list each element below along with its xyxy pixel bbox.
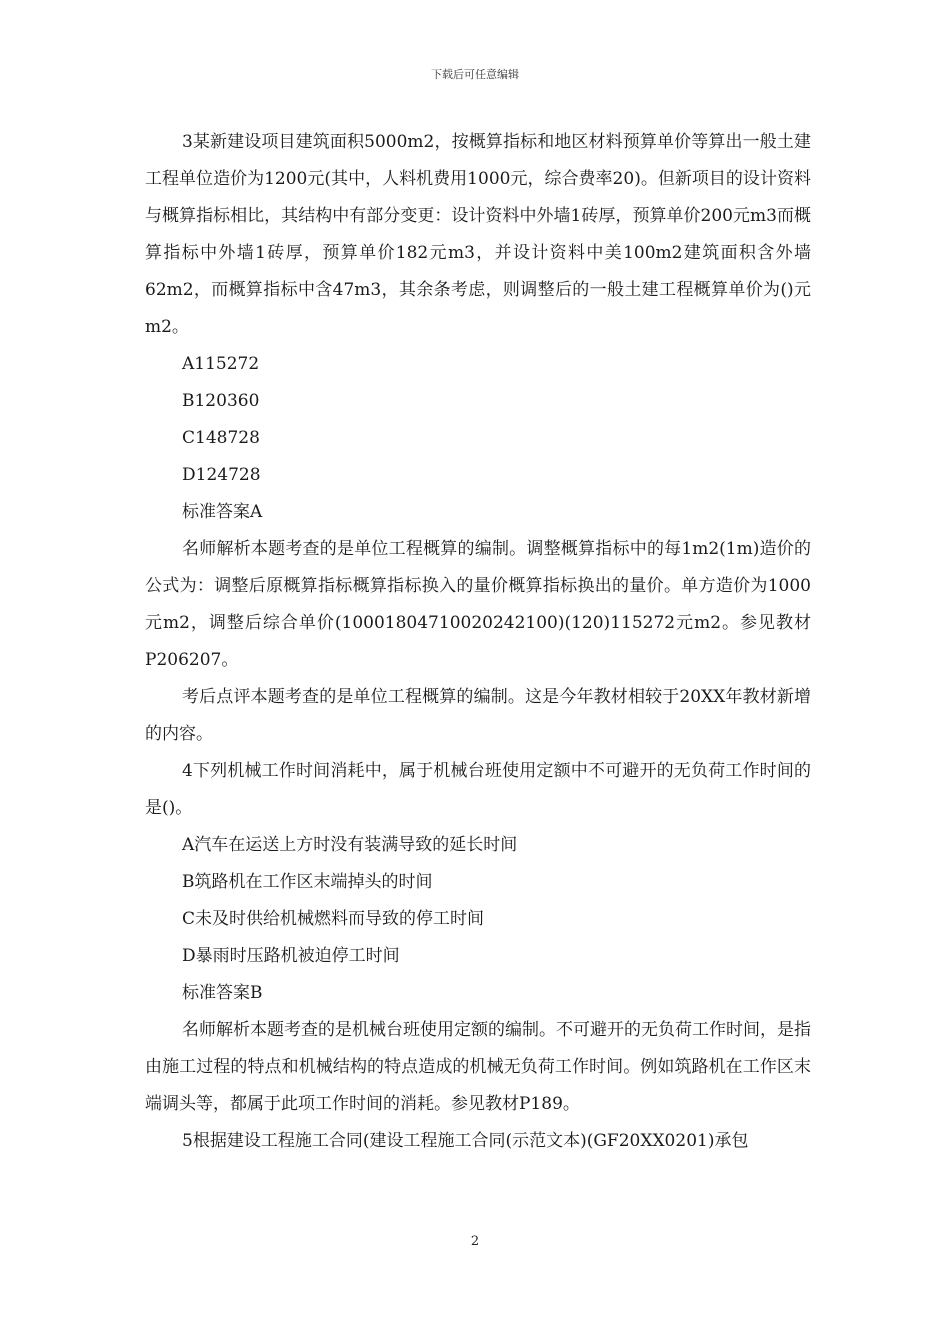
question-4-option-b: B筑路机在工作区末端掉头的时间 <box>182 872 433 892</box>
question-3-option-a: A115272 <box>182 354 260 374</box>
question-3-answer: 标准答案A <box>182 502 263 522</box>
question-4-analysis: 名师解析本题考查的是机械台班使用定额的编制。不可避开的无负荷工作时间，是指由施工过程的特点和机械结构的特点造成的机械无负荷工作时间。例如筑路机在工作区末端调头等，都属于此项工作时间的消耗。参见教材P189。 <box>145 1020 811 1114</box>
question-3-option-b: B120360 <box>182 391 260 411</box>
question-4-option-d: D暴雨时压路机被迫停工时间 <box>182 946 400 966</box>
question-3-option-c: C148728 <box>182 428 260 448</box>
question-5-stem: 5根据建设工程施工合同(建设工程施工合同(示范文本)(GF20XX0201)承包 <box>182 1131 749 1151</box>
question-4-stem: 4下列机械工作时间消耗中，属于机械台班使用定额中不可避开的无负荷工作时间的是()。 <box>145 761 811 818</box>
page-header: 下载后可任意编辑 <box>431 68 519 81</box>
question-3-stem: 3某新建设项目建筑面积5000m2，按概算指标和地区材料预算单价等算出一般土建工程单位造价为1200元(其中，人料机费用1000元，综合费率20)。但新项目的设计资料与概算指标相比，其结构中有部分变更：设计资料中外墙1砖厚，预算单价200元m3而概算指标中外墙1砖厚，预算单价182元m3，并设计资料中美100m2建筑面积含外墙62m2，而概算指标中含47m3，其余条考虑，则调整后的一般土建工程概算单价为()元m2。 <box>145 132 811 337</box>
page-number: 2 <box>470 1234 480 1249</box>
question-4-option-a: A汽车在运送上方时没有装满导致的延长时间 <box>182 835 518 855</box>
question-3-analysis: 名师解析本题考查的是单位工程概算的编制。调整概算指标中的每1m2(1m)造价的公式为：调整后原概算指标概算指标换入的量价概算指标换出的量价。单方造价为1000元m2，调整后综合单价(10001804710020242100)(120)115272元m2。参见教材P206207。 <box>145 539 811 670</box>
question-4-option-c: C未及时供给机械燃料而导致的停工时间 <box>182 909 485 929</box>
question-3-comment: 考后点评本题考查的是单位工程概算的编制。这是今年教材相较于20XX年教材新增的内容。 <box>145 687 811 744</box>
document-body <box>145 124 811 1160</box>
question-3-option-d: D124728 <box>182 465 261 485</box>
question-4-answer: 标准答案B <box>182 983 263 1003</box>
